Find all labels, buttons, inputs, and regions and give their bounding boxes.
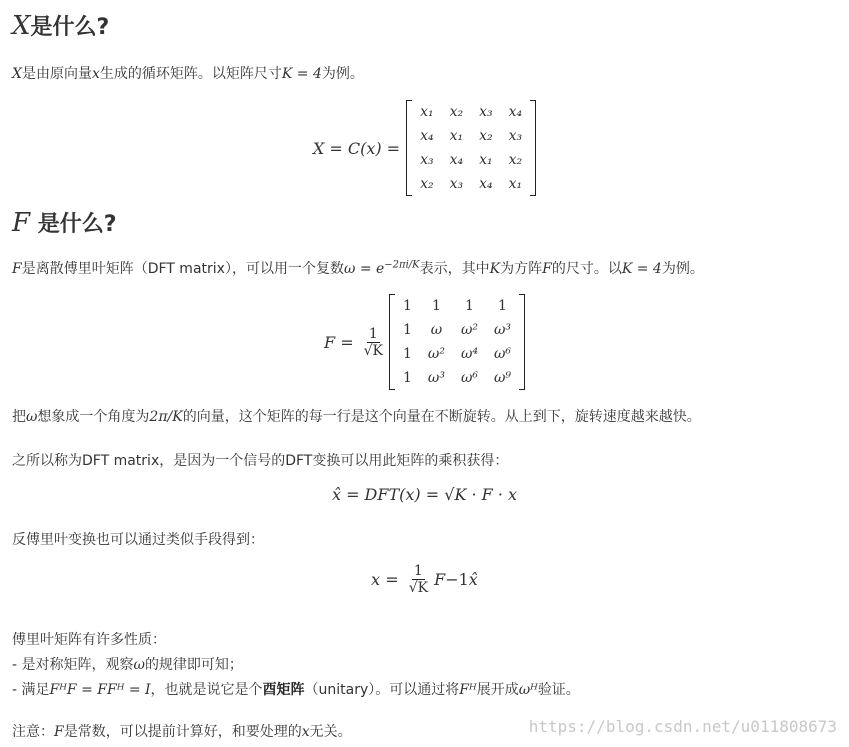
- matrix-cell: x₃: [420, 152, 434, 168]
- matrix-cell: 1: [431, 298, 441, 314]
- matrix-cell: x₁: [420, 104, 434, 120]
- matrix-right-bracket: [530, 100, 536, 196]
- math-omega: ω: [26, 409, 38, 425]
- math-x-hat: x̂: [468, 570, 478, 589]
- equation-lhs: F =: [324, 332, 354, 352]
- equation-inverse-dft: [0, 563, 849, 596]
- matrix-right-bracket: [519, 294, 525, 390]
- text: 为例。: [321, 66, 364, 82]
- text: 为方阵: [500, 261, 543, 277]
- matrix-cell: x₁: [449, 128, 464, 144]
- text: 验证。: [537, 682, 580, 698]
- text: （unitary）。可以通过将: [304, 682, 460, 698]
- text: 的向量，这个矩阵的每一行是这个向量在不断旋转。从上到下，旋转速度越来越快。: [182, 409, 701, 425]
- paragraph-x-definition: [12, 63, 364, 83]
- math-x: X: [12, 66, 22, 82]
- matrix-cell: ω⁹: [493, 370, 511, 386]
- matrix-cell: x₄: [420, 128, 434, 144]
- fraction-numerator: 1: [368, 325, 378, 342]
- matrix-cell: 1: [402, 298, 412, 314]
- watermark-url: https://blog.csdn.net/u011808673: [528, 717, 837, 736]
- text: 为例。: [661, 261, 704, 277]
- fraction: [362, 326, 385, 359]
- matrix-cell: x₂: [449, 104, 464, 120]
- matrix-cell: 1: [402, 322, 412, 338]
- text: 注意：: [12, 724, 54, 740]
- math-f-hermitian: Fᴴ: [459, 682, 477, 698]
- paragraph-note: [12, 721, 352, 741]
- heading-x-var: X: [12, 11, 31, 41]
- math-f: F: [542, 261, 552, 277]
- matrix-cell: x₄: [479, 176, 493, 192]
- matrix-cell: x₂: [479, 128, 493, 144]
- heading-f: [12, 207, 116, 238]
- text: 的规律即可知；: [144, 657, 243, 673]
- fraction-denominator: √K: [408, 580, 429, 596]
- matrix-cell: ω³: [427, 370, 445, 386]
- math-f: F: [54, 724, 64, 740]
- text: 傅里叶矩阵有许多性质：: [12, 632, 166, 648]
- text: 反傅里叶变换也可以通过类似手段得到：: [12, 532, 264, 548]
- text: 之所以称为DFT matrix，是因为一个信号的DFT变换可以用此矩阵的乘积获得：: [12, 453, 509, 469]
- matrix-cell: ω²: [427, 346, 445, 362]
- text: - 是对称矩阵，观察: [12, 657, 134, 673]
- matrix-cell: ω⁴: [460, 346, 478, 362]
- paragraph-properties: [12, 629, 166, 649]
- fraction: [407, 563, 430, 596]
- list-item-symmetric: [12, 654, 243, 674]
- text: 想象成一个角度为: [37, 409, 150, 425]
- matrix-cell: x₂: [508, 152, 523, 168]
- heading-f-text: 是什么?: [37, 212, 117, 237]
- math-x-lower: x: [91, 66, 100, 82]
- heading-x: [12, 10, 109, 41]
- list-item-unitary: [12, 679, 580, 699]
- bold-term-unitary: 酉矩阵: [262, 682, 305, 698]
- matrix-cell: ω⁶: [493, 346, 511, 362]
- matrix-cell: x₄: [449, 152, 464, 168]
- math-omega-hermitian: ωᴴ: [518, 682, 538, 698]
- equation-dft-matrix: [0, 294, 849, 390]
- paragraph-omega-rotation: [12, 406, 701, 426]
- math-omega: ω: [133, 657, 145, 673]
- matrix-cell: x₄: [508, 104, 523, 120]
- text: 生成的循环矩阵。以矩阵尺寸: [99, 66, 282, 82]
- text: 是由原向量: [21, 66, 92, 82]
- equation-lhs: x =: [371, 570, 399, 589]
- text: 表示，其中: [419, 261, 490, 277]
- fraction-numerator: 1: [413, 563, 423, 579]
- text: 无关。: [309, 724, 352, 740]
- heading-f-var: F: [12, 208, 31, 238]
- text: ，也就是说它是个: [150, 682, 263, 698]
- matrix-cell: x₁: [479, 152, 493, 168]
- matrix-cell: x₂: [420, 176, 434, 192]
- circulant-matrix: [412, 100, 530, 196]
- matrix-cell: 1: [402, 346, 412, 362]
- text: 是常数，可以提前计算好，和要处理的: [63, 724, 302, 740]
- math-inverse-exponent: −1: [445, 570, 469, 589]
- equation-dft-text: x̂ = DFT(x) = √K · F · x: [331, 485, 518, 504]
- heading-x-text: 是什么?: [30, 15, 110, 40]
- math-f: F: [434, 570, 446, 589]
- matrix-cell: 1: [464, 298, 474, 314]
- equation-lhs: X = C(x) =: [312, 138, 401, 158]
- matrix-cell: x₁: [508, 176, 523, 192]
- matrix-cell: ω³: [493, 322, 511, 338]
- matrix-cell: x₃: [449, 176, 464, 192]
- math-k: K: [489, 261, 501, 277]
- paragraph-dft-reason: [12, 450, 508, 470]
- math-exponent: −2πi/K: [384, 259, 420, 271]
- math-f: F: [12, 261, 22, 277]
- equation-circulant: [0, 100, 849, 196]
- matrix-cell: ω⁶: [460, 370, 478, 386]
- math-omega-def: ω = e: [343, 261, 385, 277]
- text: 展开成: [476, 682, 519, 698]
- paragraph-f-definition: [12, 258, 704, 278]
- math-angle: 2π/K: [149, 409, 183, 425]
- matrix-cell: ω²: [460, 322, 478, 338]
- math-k-eq-4: K = 4: [621, 261, 662, 277]
- dft-matrix: [395, 294, 519, 390]
- matrix-cell: 1: [498, 298, 507, 314]
- matrix-cell: x₃: [479, 104, 493, 120]
- text: 的尺寸。以: [551, 261, 622, 277]
- math-unitary-condition: FᴴF = FFᴴ = I: [49, 682, 151, 698]
- text: 把: [12, 409, 26, 425]
- equation-dft: [0, 485, 849, 504]
- text: - 满足: [12, 682, 50, 698]
- matrix-cell: ω: [430, 322, 443, 338]
- math-k-eq-4: K = 4: [281, 66, 322, 82]
- math-x-lower: x: [301, 724, 310, 740]
- text: 是离散傅里叶矩阵（DFT matrix），可以用一个复数: [21, 261, 344, 277]
- matrix-cell: 1: [402, 370, 412, 386]
- fraction-denominator: √K: [363, 342, 383, 359]
- paragraph-inverse: [12, 529, 264, 549]
- matrix-cell: x₃: [508, 128, 523, 144]
